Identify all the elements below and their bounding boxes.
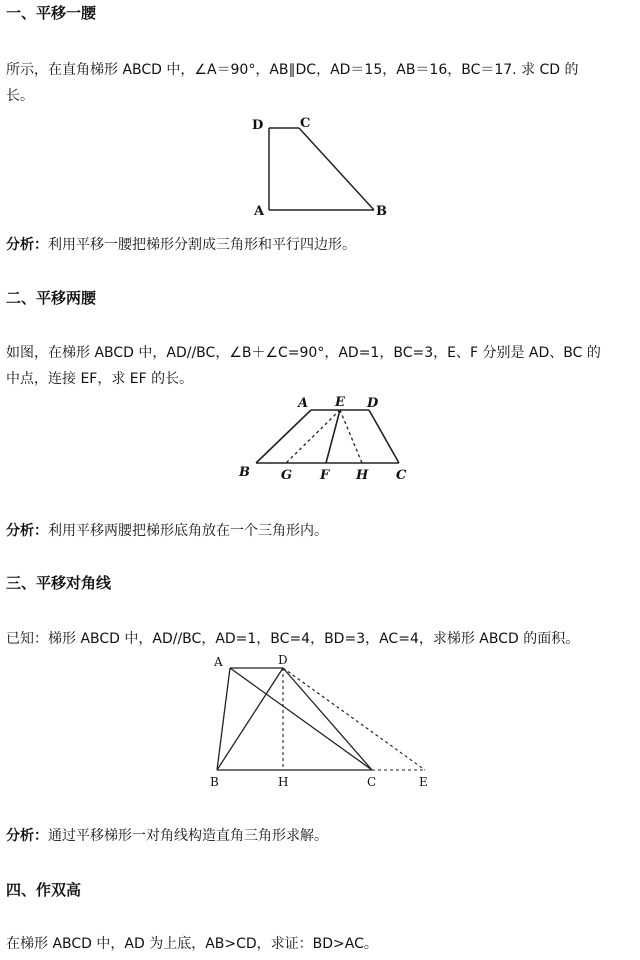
section-1-analysis — [6, 234, 356, 254]
fig3-label-a: A — [214, 655, 223, 669]
fig2-label-h: H — [356, 468, 369, 483]
fig1-label-b: B — [376, 204, 387, 219]
fig1-edge-cb — [299, 128, 374, 210]
fig2-edge-ab — [256, 410, 311, 463]
section-1-analysis-label: 分析： — [6, 237, 48, 253]
fig3-label-d: D — [278, 653, 288, 667]
fig2-label-e: E — [335, 395, 345, 410]
fig2-label-c: C — [396, 468, 407, 483]
fig2-segment-ef — [326, 410, 340, 463]
section-4-heading: 四、作双高 — [6, 881, 82, 899]
fig3-dashed-de — [283, 668, 425, 770]
section-2-heading: 二、平移两腰 — [6, 289, 97, 307]
section-1-analysis-text: 利用平移一腰把梯形分割成三角形和平行四边形。 — [48, 237, 356, 253]
fig3-edge-ab — [217, 668, 230, 770]
fig3-label-e: E — [419, 775, 428, 789]
section-1-problem-line1: 所示，在直角梯形 ABCD 中，∠A＝90°，AB∥DC，AD＝15，AB＝16，BC＝17. 求 CD 的 — [6, 62, 579, 78]
fig3-label-c: C — [367, 775, 377, 789]
section-2-analysis — [6, 520, 328, 540]
fig3-label-h: H — [278, 775, 289, 789]
section-4-problem: 在梯形 ABCD 中，AD 为上底，AB>CD，求证：BD>AC。 — [6, 936, 378, 952]
section-2-analysis-label: 分析： — [6, 523, 48, 539]
section-3-heading: 三、平移对角线 — [6, 574, 112, 592]
section-3-analysis-label: 分析： — [6, 828, 48, 844]
fig3-label-b: B — [210, 775, 219, 789]
fig2-label-a: A — [298, 396, 309, 411]
section-2-analysis-text: 利用平移两腰把梯形底角放在一个三角形内。 — [48, 523, 328, 539]
section-1-problem-line2: 长。 — [6, 88, 34, 104]
fig2-label-f: F — [320, 468, 330, 483]
fig1-label-c: C — [300, 116, 311, 131]
fig2-edge-dc — [369, 410, 399, 463]
fig2-label-g: G — [281, 468, 293, 483]
figure-3-trapezoid-diagonals — [200, 650, 440, 795]
fig2-label-d: D — [367, 396, 379, 411]
section-2-problem-line1: 如图，在梯形 ABCD 中，AD//BC，∠B＋∠C=90°，AD=1，BC=3，E、F 分别是 AD、BC 的 — [6, 345, 601, 361]
section-1-problem — [6, 57, 636, 109]
section-3-analysis — [6, 825, 328, 845]
fig1-label-a: A — [254, 204, 265, 219]
fig2-label-b: B — [239, 465, 250, 480]
fig2-dashed-eh — [340, 410, 362, 463]
figure-2-trapezoid — [232, 390, 417, 485]
fig2-dashed-eg — [286, 410, 340, 463]
section-2-problem-line2: 中点，连接 EF，求 EF 的长。 — [6, 371, 194, 387]
section-1-heading: 一、平移一腰 — [6, 4, 97, 22]
fig3-diagonal-bd — [217, 668, 283, 770]
fig3-diagonal-ac — [230, 668, 372, 770]
fig1-label-d: D — [252, 118, 264, 133]
section-2-problem — [6, 340, 636, 392]
section-3-problem: 已知：梯形 ABCD 中，AD//BC，AD=1，BC=4，BD=3，AC=4，求梯形 ABCD 的面积。 — [6, 631, 580, 647]
figure-1-right-trapezoid — [245, 112, 395, 222]
fig3-edge-dc — [283, 668, 372, 770]
section-3-analysis-text: 通过平移梯形一对角线构造直角三角形求解。 — [48, 828, 328, 844]
